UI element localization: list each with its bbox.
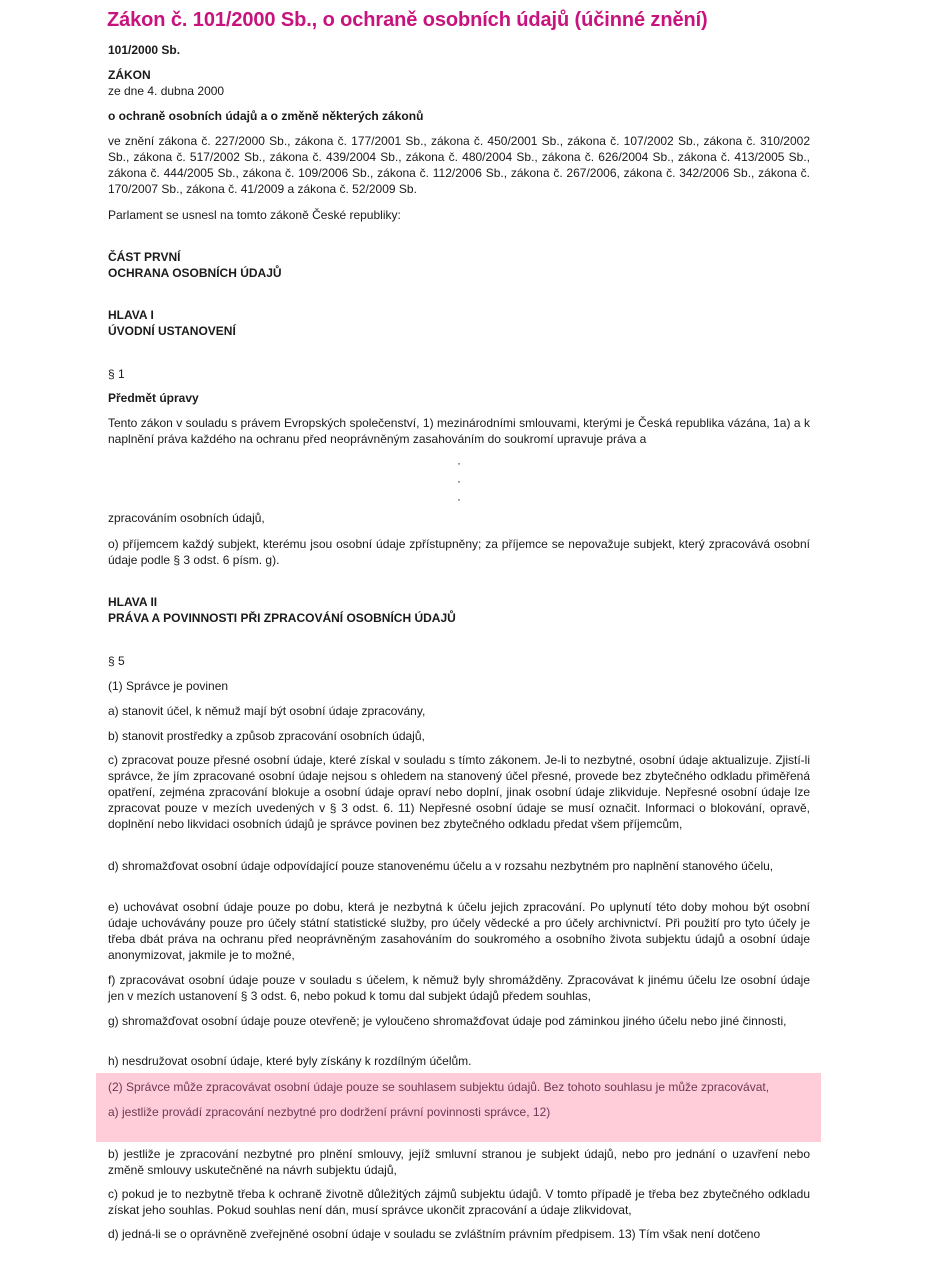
chapter-one-name: ÚVODNÍ USTANOVENÍ — [108, 324, 236, 338]
section-1-text: Tento zákon v souladu s právem Evropských společenství, 1) mezinárodními smlouvami, kterými je Česká republika vázána, 1a) a k naplnění práva každého na ochranu před neoprávněným zasahováním do soukromí upravuje práva a — [108, 416, 810, 446]
section-1-continuation: zpracováním osobních údajů, — [108, 511, 265, 525]
section-5-number: § 5 — [108, 654, 125, 668]
paragraph-2-item-a: a) jestliže provádí zpracování nezbytné pro dodržení právní povinnosti správce, 12) — [108, 1105, 551, 1119]
law-number: 101/2000 Sb. — [108, 43, 181, 57]
paragraph-2-item-b: b) jestliže je zpracování nezbytné pro plnění smlouvy, jejíž smluvní stranou je subjekt údajů, nebo pro jednání o uzavření nebo změně smlouvy uskutečněné na návrh subjektu údajů, — [108, 1147, 810, 1177]
law-subject: o ochraně osobních údajů a o změně některých zákonů — [108, 109, 424, 123]
preamble: Parlament se usnesl na tomto zákoně České republiky: — [108, 208, 401, 222]
paragraph-1-item-g: g) shromažďovat osobní údaje pouze otevřeně; je vyloučeno shromažďovat údaje pod záminkou jiného účelu nebo jiné činnosti, — [108, 1014, 787, 1028]
chapter-one-label: HLAVA I — [108, 308, 154, 322]
paragraph-1-item-d: d) shromažďovat osobní údaje odpovídající pouze stanovenému účelu a v rozsahu nezbytném pro naplnění stanového účelu, — [108, 859, 774, 873]
section-1-number: § 1 — [108, 367, 125, 381]
chapter-two-name: PRÁVA A POVINNOSTI PŘI ZPRACOVÁNÍ OSOBNÍCH ÚDAJŮ — [108, 611, 456, 625]
paragraph-1-intro: (1) Správce je povinen — [108, 679, 229, 693]
amendments-text: ve znění zákona č. 227/2000 Sb., zákona č. 177/2001 Sb., zákona č. 450/2001 Sb., zákona č. 107/2002 Sb., zákona č. 310/2002 Sb., zákona č. 517/2002 Sb., zákona č. 439/2004 Sb., zákona č. 480/2004 Sb., zákona č. 626/2004 Sb., zákona č. 413/2005 Sb., zákona č. 444/2005 Sb., zákona č. 109/2006 Sb., zákona č. 112/2006 Sb., zákona č. 267/2006, zákona č. 342/2006 Sb., zákona č. 170/2007 Sb., zákona č. 41/2009 a zákona č. 52/2009 Sb. — [108, 134, 810, 196]
part-one-name: OCHRANA OSOBNÍCH ÚDAJŮ — [108, 266, 282, 280]
paragraph-1-item-f: f) zpracovávat osobní údaje pouze v souladu s účelem, k němuž byly shromážděny. Zpracovávat k jinému účelu lze osobní údaje jen v mezích ustanovení § 3 odst. 6, nebo pokud k tomu dal subjekt údajů předem souhlas, — [108, 973, 810, 1003]
document-title: Zákon č. 101/2000 Sb., o ochraně osobních údajů (účinné znění) — [107, 9, 708, 31]
paragraph-1-item-a: a) stanovit účel, k němuž mají být osobní údaje zpracovány, — [108, 704, 426, 718]
part-one-label: ČÁST PRVNÍ — [108, 250, 181, 264]
paragraph-1-item-c: c) zpracovat pouze přesné osobní údaje, které získal v souladu s tímto zákonem. Je-li to nezbytné, osobní údaje aktualizuje. Zjistí-li správce, že jím zpracované osobní údaje nejsou s ohledem na stanovený účel přesné, provede bez zbytečného odkladu přiměřená opatření, zejména zpracování blokuje a osobní údaje opraví nebo doplní, jinak osobní údaje zlikviduje. Nepřesné osobní údaje lze zpracovat pouze v mezích uvedených v § 3 odst. 6. 11) Nepřesné osobní údaje se musí označit. Informaci o blokování, opravě, doplnění nebo likvidaci osobních údajů je správce povinen bez zbytečného odkladu předat všem příjemcům, — [108, 753, 810, 831]
ellipsis: · · · — [457, 456, 461, 506]
highlighted-passage — [96, 1073, 821, 1142]
section-1-heading: Předmět úpravy — [108, 391, 199, 405]
paragraph-1-item-e: e) uchovávat osobní údaje pouze po dobu, která je nezbytná k účelu jejich zpracování. Po uplynutí této doby mohou být osobní údaje uchovávány pouze pro účely státní statistické služby, pro účely vědecké a pro účely archivnictví. Při použití pro tyto účely je třeba dbát práva na ochranu před neoprávněným zasahováním do soukromého a osobního života subjektu údajů a osobní údaje anonymizovat, jakmile je to možné, — [108, 900, 810, 962]
paragraph-2-item-d: d) jedná-li se o oprávněně zveřejněné osobní údaje v souladu se zvláštním právním předpisem. 13) Tím však není dotčeno — [108, 1227, 761, 1241]
paragraph-1-item-h: h) nesdružovat osobní údaje, které byly získány k rozdílným účelům. — [108, 1054, 472, 1068]
law-date: ze dne 4. dubna 2000 — [108, 84, 225, 98]
paragraph-1-item-b: b) stanovit prostředky a způsob zpracování osobních údajů, — [108, 729, 425, 743]
chapter-two-label: HLAVA II — [108, 595, 158, 609]
doc-type: ZÁKON — [108, 68, 151, 82]
paragraph-2-item-c: c) pokud je to nezbytně třeba k ochraně životně důležitých zájmů subjektu údajů. V tomto případě je třeba bez zbytečného odkladu získat jeho souhlas. Pokud souhlas není dán, musí správce ukončit zpracování a údaje zlikvidovat, — [108, 1187, 810, 1217]
paragraph-2-intro: (2) Správce může zpracovávat osobní údaje pouze se souhlasem subjektu údajů. Bez tohoto souhlasu je může zpracovávat, — [108, 1080, 770, 1094]
definition-item-o: o) příjemcem každý subjekt, kterému jsou osobní údaje zpřístupněny; za příjemce se nepovažuje subjekt, který zpracovává osobní údaje podle § 3 odst. 6 písm. g). — [108, 537, 810, 567]
